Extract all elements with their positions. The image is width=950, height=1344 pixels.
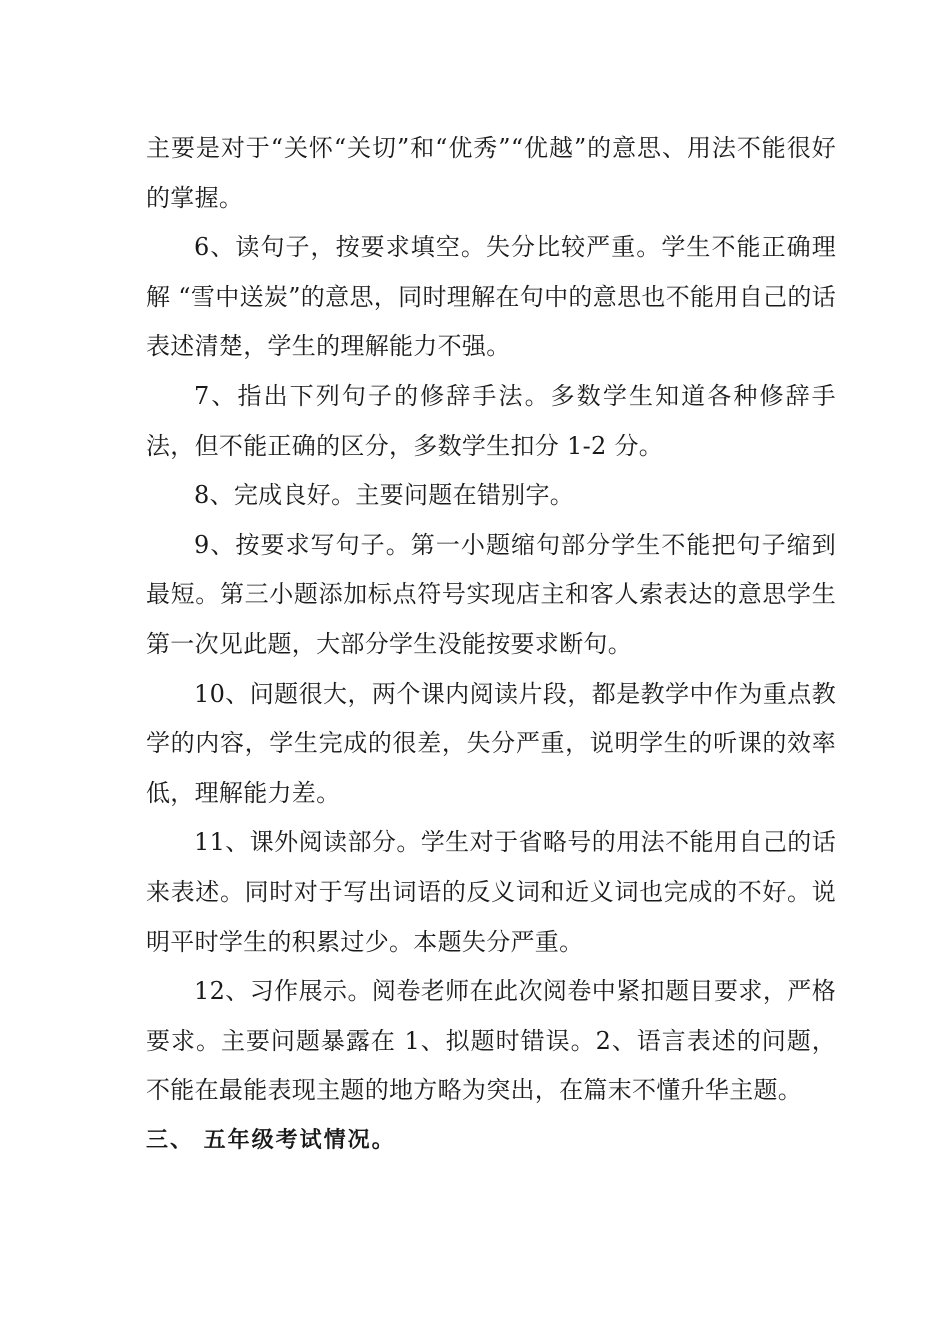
- paragraph-item-9: 9、按要求写句子。第一小题缩句部分学生不能把句子缩到最短。第三小题添加标点符号实现店主和客人索表达的意思学生第一次见此题，大部分学生没能按要求断句。: [146, 530, 836, 658]
- document-body: [146, 124, 836, 1165]
- paragraph-continuation: 主要是对于“关怀“关切”和“优秀”“优越”的意思、用法不能很好的掌握。: [146, 134, 836, 212]
- paragraph-item-7: 7、指出下列句子的修辞手法。多数学生知道各种修辞手法，但不能正确的区分，多数学生扣分 1-2 分。: [146, 381, 836, 460]
- paragraph-item-6: 6、读句子，按要求填空。失分比较严重。学生不能正确理解 “雪中送炭”的意思，同时理解在句中的意思也不能用自己的话表述清楚，学生的理解能力不强。: [146, 233, 836, 361]
- paragraph-item-12: 12、习作展示。阅卷老师在此次阅卷中紧扣题目要求，严格要求。主要问题暴露在 1、拟题时错误。2、语言表述的问题，不能在最能表现主题的地方略为突出，在篇末不懂升华主题。: [146, 977, 836, 1105]
- section-heading: 三、 五年级考试情况。: [146, 1127, 396, 1153]
- paragraph-item-8: 8、完成良好。主要问题在错别字。: [194, 481, 575, 510]
- paragraph-item-10: 10、问题很大，两个课内阅读片段，都是教学中作为重点教学的内容，学生完成的很差，失分严重，说明学生的听课的效率低，理解能力差。: [146, 679, 836, 807]
- paragraph-item-11: 11、课外阅读部分。学生对于省略号的用法不能用自己的话来表述。同时对于写出词语的反义词和近义词也完成的不好。说明平时学生的积累过少。本题失分严重。: [146, 828, 836, 956]
